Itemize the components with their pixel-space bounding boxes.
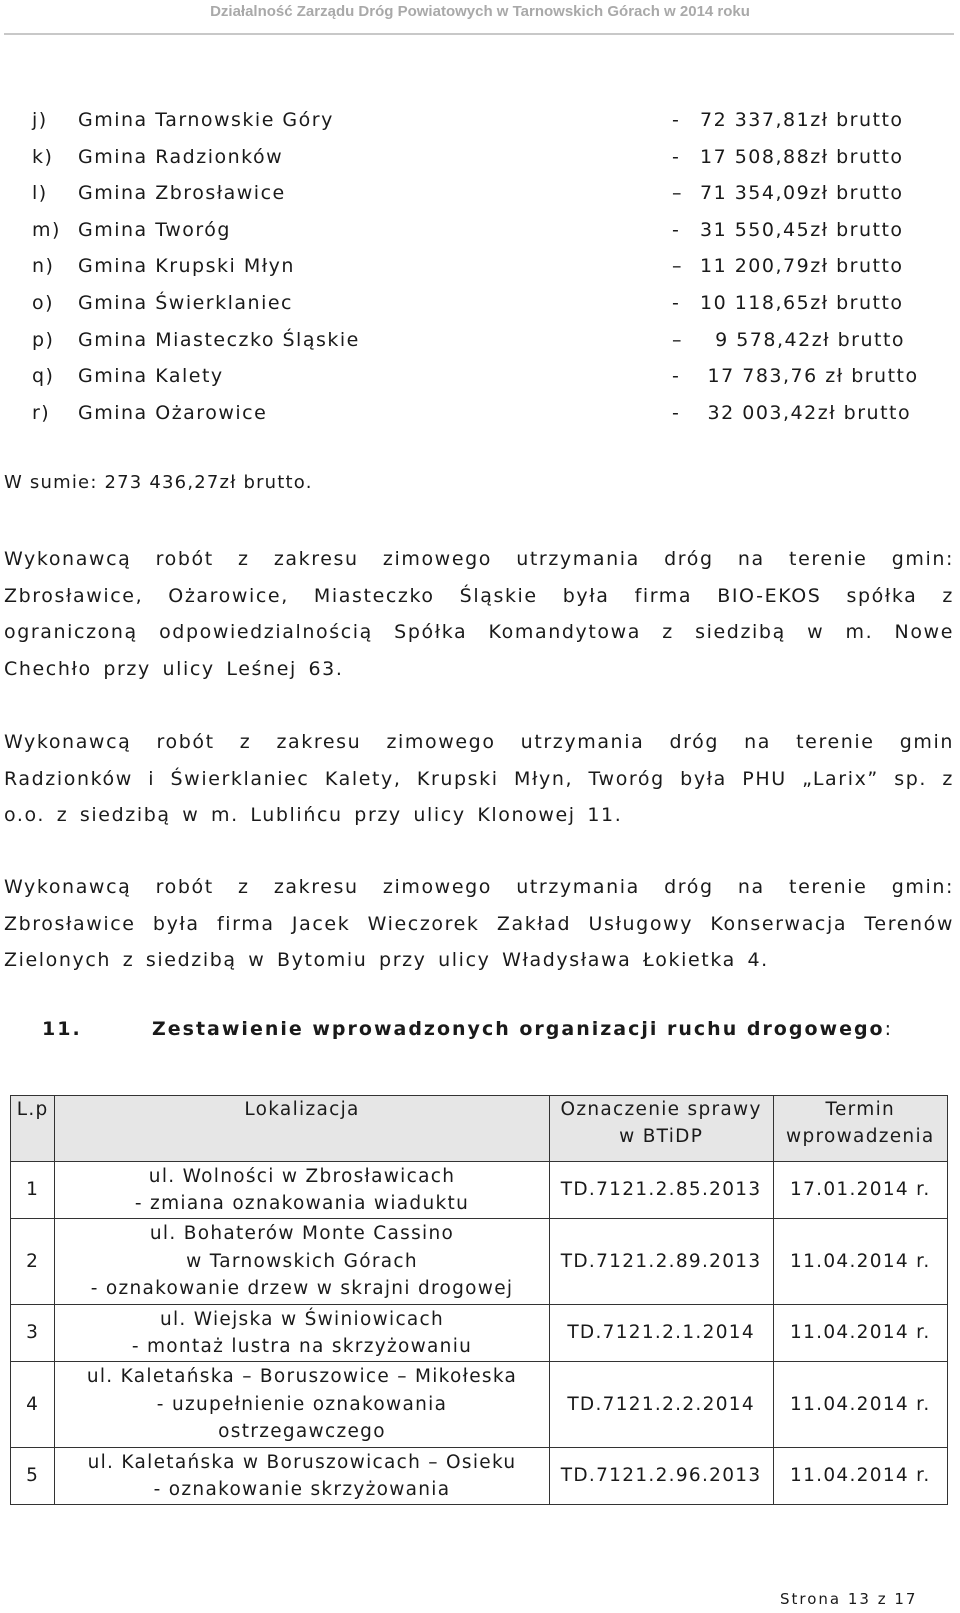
list-item-amount: 31 550,45zł brutto [700, 218, 904, 241]
header-lp: L.p [11, 1096, 55, 1162]
list-item-dash: – [672, 328, 683, 351]
lokalizacja-line: - oznakowanie drzew w skrajni drogowej [90, 1278, 514, 1300]
list-item-letter: m) [32, 218, 61, 241]
list-item-name: Gmina Świerklaniec [78, 291, 293, 314]
list-item-amount: 32 003,42zł brutto [700, 401, 912, 424]
cell-lp: 3 [11, 1305, 55, 1362]
lokalizacja-line: - uzupełnienie oznakowania [156, 1393, 448, 1415]
cell-oznaczenie: TD.7121.2.89.2013 [549, 1219, 773, 1305]
lokalizacja-line: ul. Kaletańska w Boruszowicach – Osieku [87, 1451, 517, 1473]
section-colon: : [884, 1018, 894, 1040]
list-item-amount: 17 783,76 zł brutto [700, 365, 919, 388]
cell-lokalizacja [55, 1362, 549, 1448]
header-rule [4, 33, 954, 35]
list-item-name: Gmina Krupski Młyn [78, 255, 295, 278]
list-item-name: Gmina Tarnowskie Góry [78, 109, 334, 131]
cell-oznaczenie: TD.7121.2.96.2013 [549, 1448, 773, 1505]
header-title: Działalność Zarządu Dróg Powiatowych w Tarnowskich Górach w 2014 roku [210, 3, 750, 20]
section-title: Zestawienie wprowadzonych organizacji ruchu drogowego [152, 1018, 885, 1040]
cell-lokalizacja [55, 1162, 549, 1219]
lokalizacja-line: ul. Wolności w Zbrosławicach [148, 1165, 456, 1187]
list-item [0, 285, 960, 322]
paragraph-contractor-2: Wykonawcą robót z zakresu zimowego utrzymania dróg na terenie gmin Radzionków i Świerklaniec Kalety, Krupski Młyn, Tworóg była PHU „Larix” sp. z o.o. z siedzibą w m. Lublińcu przy ulicy Klonowej 11. [4, 731, 954, 826]
lokalizacja-line: ostrzegawczego [218, 1421, 386, 1443]
cell-termin: 11.04.2014 r. [773, 1362, 947, 1448]
lokalizacja-line: w Tarnowskich Górach [186, 1250, 418, 1272]
cell-lp: 1 [11, 1162, 55, 1219]
list-item-amount: 10 118,65zł brutto [700, 291, 904, 314]
page-number: Strona 13 z 17 [780, 1590, 918, 1608]
cell-lokalizacja [55, 1448, 549, 1505]
list-item [0, 358, 960, 395]
table-row [11, 1448, 948, 1505]
list-item-name: Gmina Radzionków [78, 145, 284, 168]
paragraph-contractor-3: Wykonawcą robót z zakresu zimowego utrzymania dróg na terenie gmin: Zbrosławice była firma Jacek Wieczorek Zakład Usługowy Konserwacja Terenów Zielonych z siedzibą w Bytomiu przy ulicy Władysława Łokietka 4. [4, 876, 954, 971]
cell-lp: 5 [11, 1448, 55, 1505]
table-header-row [11, 1096, 948, 1162]
list-item [0, 139, 960, 176]
list-item-dash: – [672, 182, 683, 205]
list-item-letter: k) [32, 145, 54, 168]
cell-oznaczenie: TD.7121.2.2.2014 [549, 1362, 773, 1448]
list-item-name: Gmina Miasteczko Śląskie [78, 328, 360, 351]
header-oznaczenie: Oznaczenie sprawy w BTiDP [549, 1096, 773, 1162]
gminy-list [0, 102, 960, 431]
list-item-dash: - [672, 291, 681, 314]
list-item-amount: 9 578,42zł brutto [700, 328, 906, 351]
header-termin: Termin wprowadzenia [773, 1096, 947, 1162]
table-row [11, 1362, 948, 1448]
lokalizacja-line: ul. Wiejska w Świniowicach [159, 1308, 445, 1330]
list-item [0, 248, 960, 285]
list-item-name: Gmina Tworóg [78, 218, 231, 241]
list-item-dash: - [672, 365, 681, 388]
cell-lp: 4 [11, 1362, 55, 1448]
sum-total: W sumie: 273 436,27zł brutto. [4, 472, 313, 493]
list-item-name: Gmina Ożarowice [78, 401, 268, 424]
cell-termin: 11.04.2014 r. [773, 1219, 947, 1305]
lokalizacja-line: ul. Bohaterów Monte Cassino [149, 1223, 455, 1245]
list-item-dash: – [672, 255, 683, 278]
list-item [0, 395, 960, 432]
cell-oznaczenie: TD.7121.2.85.2013 [549, 1162, 773, 1219]
list-item-letter: p) [32, 328, 55, 351]
section-title-text [152, 1018, 893, 1040]
list-item-amount: 17 508,88zł brutto [700, 145, 904, 168]
list-item-dash: - [672, 109, 681, 131]
list-item-amount: 11 200,79zł brutto [700, 255, 904, 278]
list-item-dash: - [672, 218, 681, 241]
list-item-letter: j) [32, 109, 48, 131]
table-row [11, 1162, 948, 1219]
lokalizacja-line: ul. Kaletańska – Boruszowice – Mikołeska [86, 1366, 518, 1388]
list-item-letter: q) [32, 365, 55, 388]
list-item-name: Gmina Kalety [78, 365, 224, 388]
cell-lokalizacja [55, 1305, 549, 1362]
lokalizacja-line: - oznakowanie skrzyżowania [153, 1479, 451, 1500]
list-item [0, 102, 960, 139]
cell-lp: 2 [11, 1219, 55, 1305]
list-item-name: Gmina Zbrosławice [78, 182, 286, 205]
list-item-letter: n) [32, 255, 55, 278]
lokalizacja-line: - montaż lustra na skrzyżowaniu [131, 1336, 473, 1357]
cell-oznaczenie: TD.7121.2.1.2014 [549, 1305, 773, 1362]
cell-termin: 17.01.2014 r. [773, 1162, 947, 1219]
list-item-amount: 71 354,09zł brutto [700, 182, 904, 205]
list-item [0, 175, 960, 212]
list-item-letter: r) [32, 401, 51, 424]
list-item-dash: - [672, 401, 681, 424]
table-row [11, 1219, 948, 1305]
section-number: 11. [42, 1018, 82, 1040]
list-item [0, 322, 960, 359]
cell-lokalizacja [55, 1219, 549, 1305]
list-item [0, 212, 960, 249]
traffic-organization-table [10, 1095, 948, 1505]
lokalizacja-line: - zmiana oznakowania wiaduktu [134, 1193, 470, 1214]
header-lokalizacja: Lokalizacja [55, 1096, 549, 1162]
list-item-dash: - [672, 145, 681, 168]
list-item-letter: o) [32, 291, 55, 314]
cell-termin: 11.04.2014 r. [773, 1448, 947, 1505]
paragraph-contractor-1: Wykonawcą robót z zakresu zimowego utrzymania dróg na terenie gmin: Zbrosławice, Ożarowice, Miasteczko Śląskie była firma BIO-EKOS spółka z ograniczoną odpowiedzialnością Spółka Komandytowa z siedzibą w m. Nowe Chechło przy ulicy Leśnej 63. [4, 548, 954, 680]
list-item-amount: 72 337,81zł brutto [700, 109, 904, 131]
table-row [11, 1305, 948, 1362]
list-item-letter: l) [32, 182, 48, 205]
cell-termin: 11.04.2014 r. [773, 1305, 947, 1362]
